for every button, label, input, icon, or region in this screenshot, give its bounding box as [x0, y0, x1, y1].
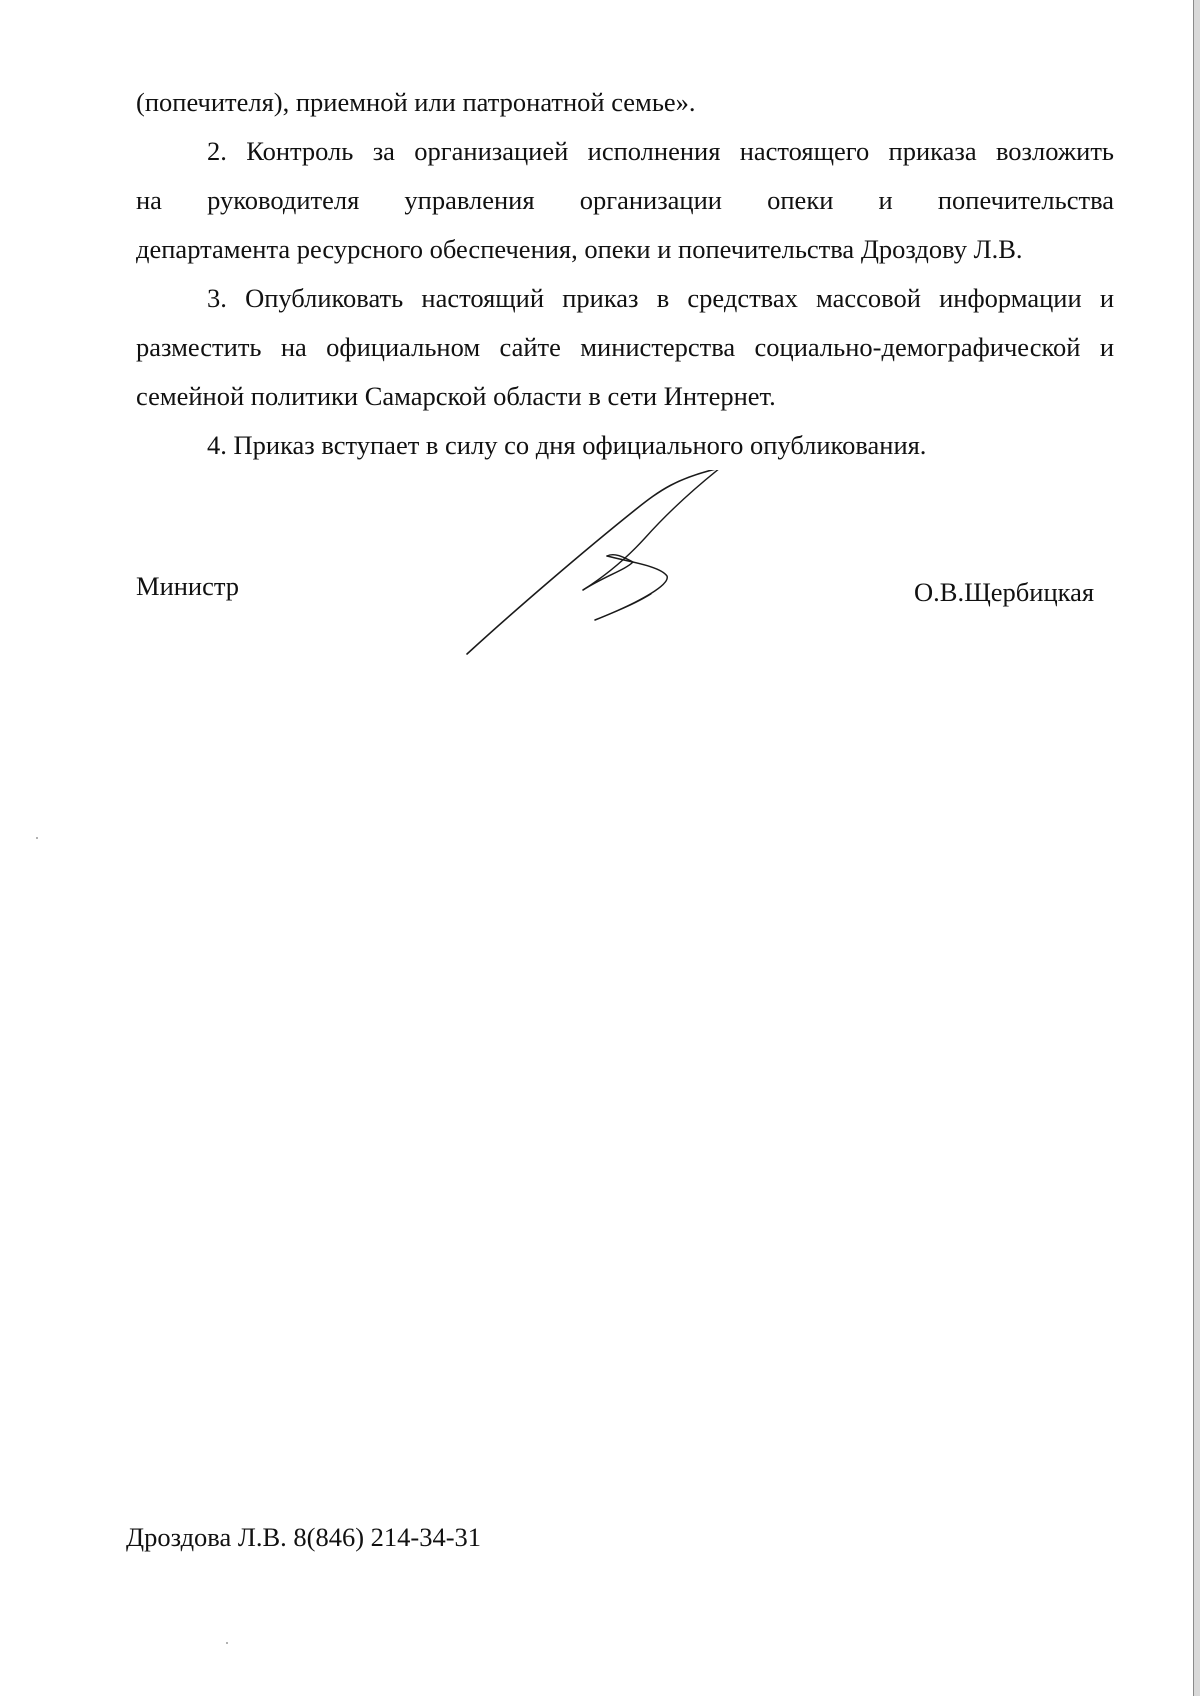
scan-speck	[36, 837, 38, 839]
document-body	[136, 78, 1114, 470]
scan-speck	[226, 1642, 228, 1644]
text-line: семейной политики Самарской области в сети Интернет.	[136, 381, 776, 411]
signatory-name: О.В.Щербицкая	[914, 577, 1095, 607]
paragraph-2	[136, 127, 1114, 274]
text-line: 3. Опубликовать настоящий приказ в средствах массовой информации и	[207, 283, 1114, 313]
text-line: 4. Приказ вступает в силу со дня официального опубликования.	[207, 430, 927, 460]
handwritten-signature	[455, 470, 735, 660]
scan-edge-line	[1193, 0, 1194, 1696]
paragraph-continuation	[136, 78, 1114, 127]
paragraph-3	[136, 274, 1114, 421]
scan-edge	[1194, 0, 1200, 1696]
text-line: на руководителя управления организации опеки и попечительства	[136, 185, 1114, 215]
paragraph-4	[136, 421, 1114, 470]
text-line: департамента ресурсного обеспечения, опеки и попечительства Дроздову Л.В.	[136, 234, 1023, 264]
executor-contact: Дроздова Л.В. 8(846) 214-34-31	[126, 1522, 482, 1552]
text-line: 2. Контроль за организацией исполнения настоящего приказа возложить	[207, 136, 1114, 166]
text-line: (попечителя), приемной или патронатной семье».	[136, 87, 696, 117]
text-line: разместить на официальном сайте министерства социально-демографической и	[136, 332, 1114, 362]
signatory-title: Министр	[136, 571, 240, 601]
